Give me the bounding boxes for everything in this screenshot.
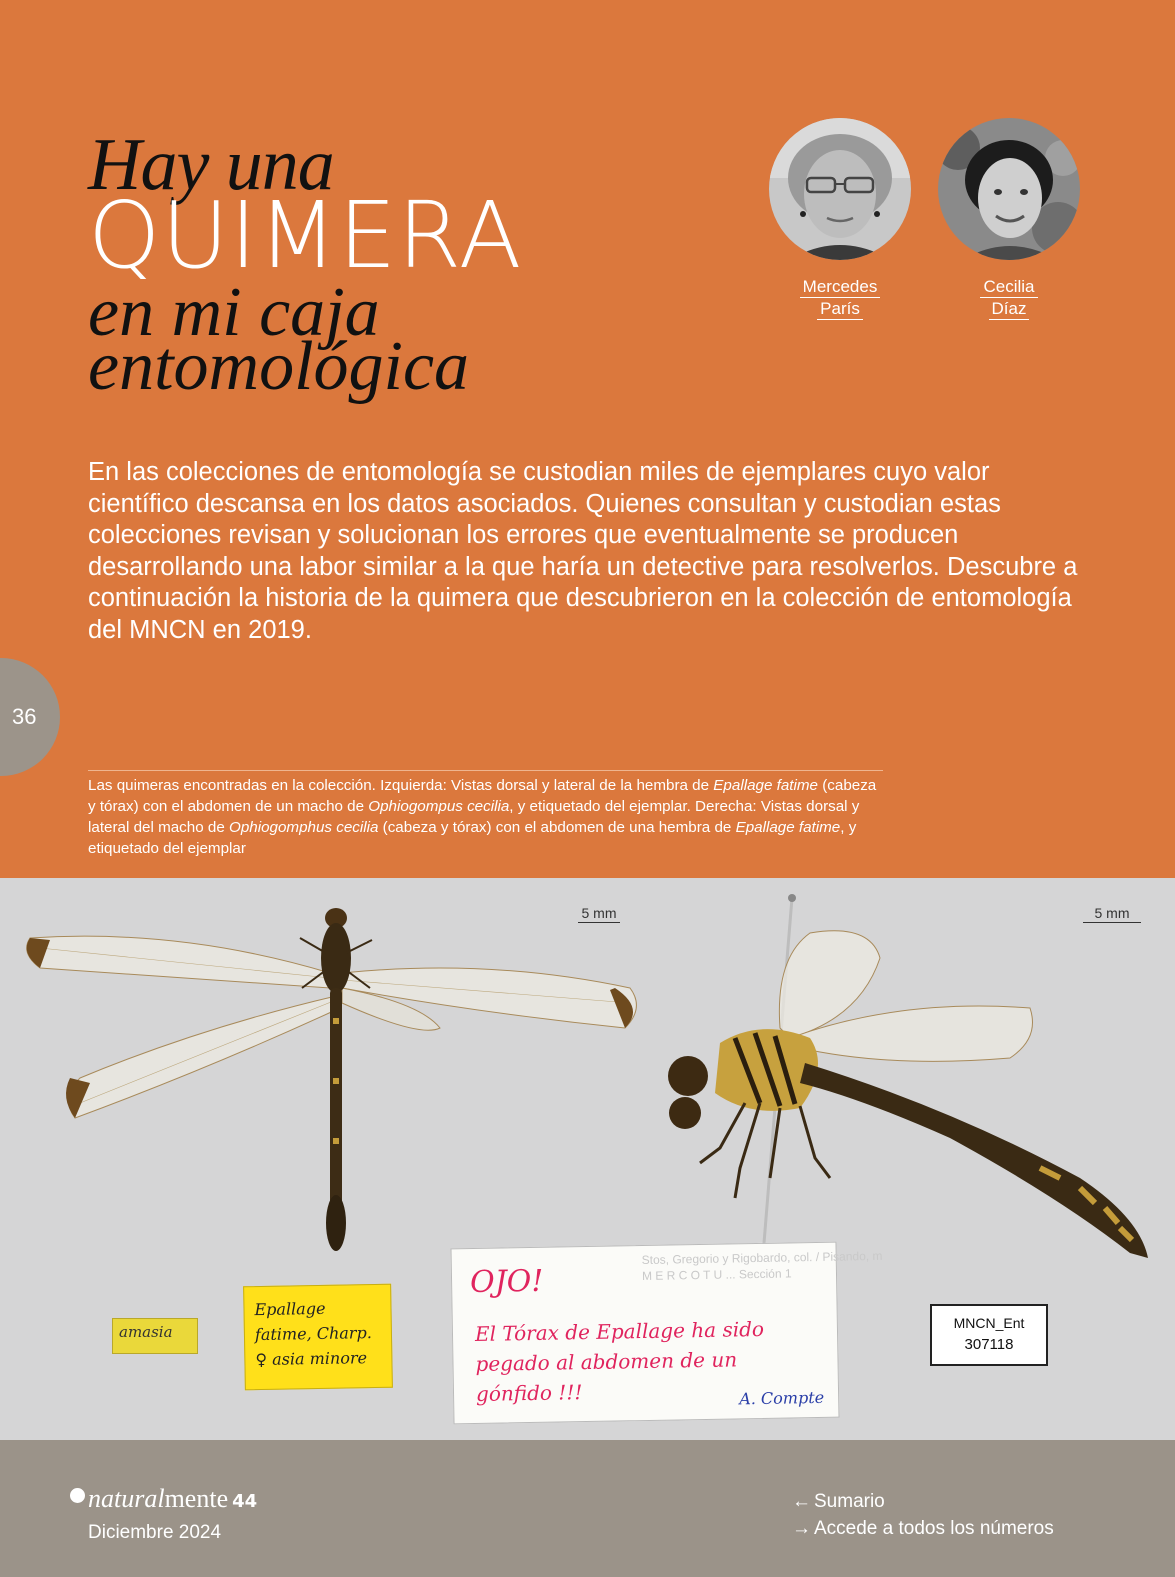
scale-bar-left: 5 mm	[578, 905, 620, 923]
author-name: Cecilia Díaz	[936, 276, 1082, 320]
label-ojo-title: OJO!	[469, 1263, 544, 1301]
footer	[0, 1440, 1175, 1577]
label-signature: A. Compte	[739, 1387, 825, 1409]
author-portrait	[938, 118, 1080, 260]
label-ojo-note: El Tórax de Epallage ha sido pegado al abdomen de un gónfido !!!	[474, 1316, 765, 1406]
page-number-badge	[0, 658, 60, 776]
nav-all-issues-link[interactable]: → Accede a todos los números	[792, 1515, 1054, 1542]
scale-bar-right: 5 mm	[1083, 905, 1141, 923]
arrow-right-icon: →	[792, 1518, 811, 1539]
issue-date: Diciembre 2024	[88, 1522, 222, 1543]
article-title	[88, 124, 523, 405]
logo-dot-icon	[70, 1488, 85, 1503]
caption-divider	[88, 770, 883, 771]
author-mercedes-paris[interactable]	[767, 118, 913, 320]
specimen-label-epallage: Epallage fatime, Charp. ♀ asia minore	[243, 1284, 393, 1391]
dragonfly-lateral-view	[668, 894, 1148, 1258]
author-name: Mercedes París	[767, 276, 913, 320]
footer-navigation	[792, 1488, 1054, 1542]
author-cecilia-diaz[interactable]	[936, 118, 1082, 320]
lead-paragraph: En las colecciones de entomología se custodian miles de ejemplares cuyo valor científico descansa en los datos asociados. Quienes consultan y custodian estas colecciones revisan y solucionan los errores que eventualmente se producen desarrollando una labor similar a la que haría un detective para resolverlos. Descubre a continuación la historia de la quimera que descubrieron en la colección de entomología del MNCN en 2019.	[88, 458, 1078, 644]
arrow-left-icon: ←	[792, 1491, 811, 1512]
title-line-2: QUIMERA	[88, 182, 523, 289]
title-line-4: entomológica	[88, 328, 470, 405]
page-number: 36	[12, 704, 37, 729]
label-printed-text: Stos, Gregorio y Rigobardo, col. / Pisando, m M E R C O T U ... Sección 1	[641, 1248, 883, 1284]
specimen-label-ojo	[450, 1242, 883, 1425]
title-line-1: Hay una	[88, 124, 334, 206]
title-line-3: en mi caja	[88, 274, 380, 351]
figure-caption: Las quimeras encontradas en la colección. Izquierda: Vistas dorsal y lateral de la hembra de Epallage fatime (cabeza y tórax) con el abdomen de un macho de Ophiogompus cecilia, y etiquetado del ejemplar. Derecha: Vistas dorsal y lateral del macho de Ophiogomphus cecilia (cabeza y tórax) con el abdomen de una hembra de Epallage fatime, y etiquetado del ejemplar	[88, 777, 877, 857]
specimen-label-mncn: MNCN_Ent 307118	[930, 1304, 1048, 1366]
author-portrait	[769, 118, 911, 260]
specimen-label-amasia: amasia	[112, 1318, 198, 1354]
nav-summary-link[interactable]: ← Sumario	[792, 1488, 1054, 1515]
magazine-logo[interactable]: naturalmente 44	[70, 1484, 257, 1514]
dragonfly-dorsal-view	[27, 908, 637, 1251]
